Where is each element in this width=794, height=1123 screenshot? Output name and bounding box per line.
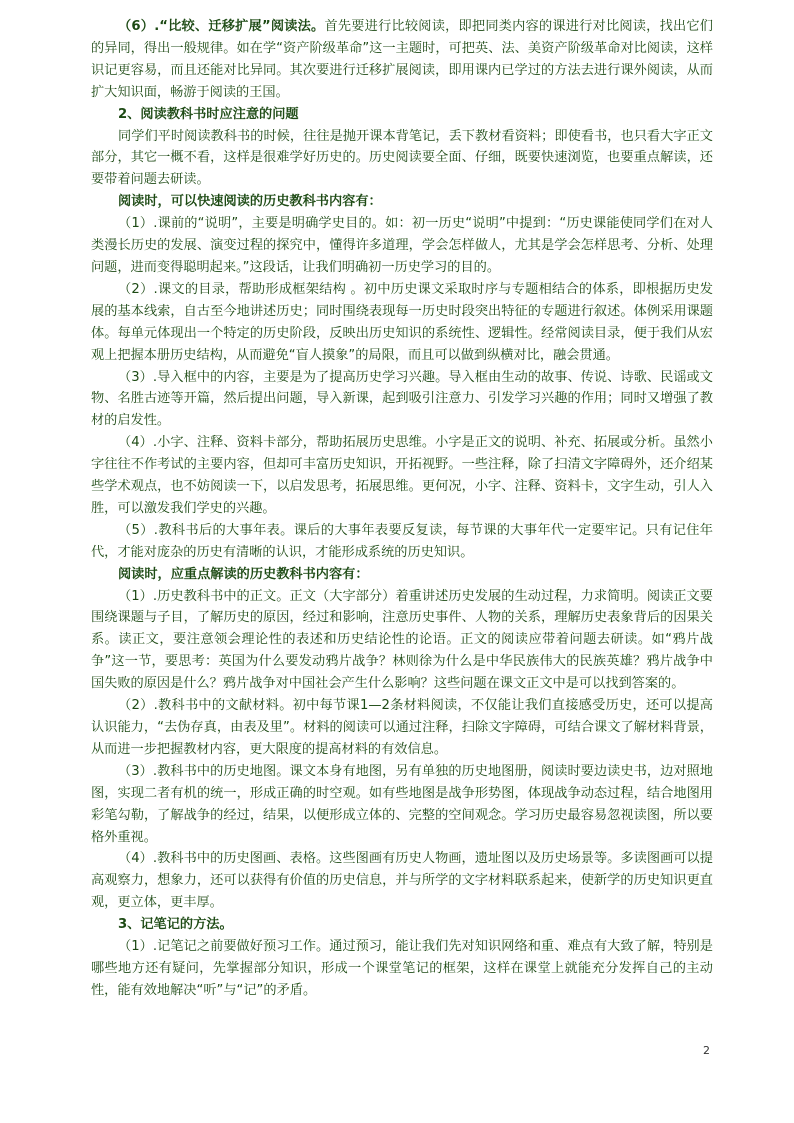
paragraph-intro: 同学们平时阅读教科书的时候，往往是抛开课本背笔记，丢下教材看资料；即使看书，也只看大字正文部分，其它一概不看，这样是很难学好历史的。历史阅读要全面、仔细，既要快速浏览，也要重点解读，还要带着问题去研读。 bbox=[91, 128, 713, 188]
paragraph-quick-5: （5）.教科书后的大事年表。课后的大事年表要反复读，每节课的大事年代一定要牢记。只有记住年代，才能对庞杂的历史有清晰的认识，才能形成系统的历史知识。 bbox=[91, 522, 713, 560]
paragraph-focus-4: （4）.教科书中的历史图画、表格。这些图画有历史人物画，遗址图以及历史场景等。多读图画可以提高观察力，想象力，还可以获得有价值的历史信息，并与所学的文字材料联系起来，使新学的历史知识更直观，更立体，更丰厚。 bbox=[91, 851, 713, 911]
paragraph-focus-1: （1）.历史教科书中的正文。正文（大字部分）着重讲述历史发展的生动过程，力求简明。阅读正文要围绕课题与子目，了解历史的原因，经过和影响，注意历史事件、人物的关系，理解历史表象背后的因果关系。读正文，要注意领会理论性的表述和历史结论性的论语。正文的阅读应带着问题去研读。如“鸦片战争”这一节，要思考：英国为什么要发动鸦片战争？林则徐为什么是中华民族伟大的民族英雄？鸦片战争中国失败的原因是什么？鸦片战争对中国社会产生什么影响？这些问题在课文正文中是可以找到答案的。 bbox=[91, 588, 713, 692]
section-heading-note-taking: 3、记笔记的方法。 bbox=[118, 917, 233, 933]
subheading-quick-reading: 阅读时，可以快速阅读的历史教科书内容有： bbox=[118, 194, 382, 210]
paragraph-quick-1: （1）.课前的“说明”，主要是明确学史目的。如：初一历史“说明”中提到：“历史课能使同学们在对人类漫长历史的发展、演变过程的探究中，懂得许多道理，学会怎样做人，尤其是学会怎样思考、分析、处理问题，进而变得聪明起来。”这段话，让我们明确初一历史学习的目的。 bbox=[91, 216, 713, 275]
page-number: 2 bbox=[703, 1044, 710, 1057]
paragraph-lead: （6）.“比较、迁移扩展”阅读法。 bbox=[118, 19, 325, 34]
subheading-focused-reading: 阅读时，应重点解读的历史教科书内容有： bbox=[118, 566, 369, 582]
paragraph-quick-2: （2）.课文的目录，帮助形成框架结构 。初中历史课文采取时序与专题相结合的体系，即根据历史发展的基本线索，自古至今地讲述历史；同时围绕表现每一历史时段突出特征的专题进行叙述。体例采用课题体。每单元体现出一个特定的历史阶段，反映出历史知识的系统性、逻辑性。经常阅读目录，便于我们从宏观上把握本册历史结构，从而避免“盲人摸象”的局限，而且可以做到纵横对比，融会贯通。 bbox=[91, 281, 713, 363]
paragraph-comparison-method bbox=[91, 16, 713, 104]
paragraph-focus-3: （3）.教科书中的历史地图。课文本身有地图，另有单独的历史地图册，阅读时要边读史书，边对照地图，实现二者有机的统一，形成正确的时空观。如有些地图是战争形势图，体现战争动态过程，结合地图用彩笔勾勒，了解战争的经过，结果，以便形成立体的、完整的空间观念。学习历史最容易忽视读图，所以要格外重视。 bbox=[91, 763, 713, 845]
paragraph-quick-4: （4）.小字、注释、资料卡部分，帮助拓展历史思维。小字是正文的说明、补充、拓展或分析。虽然小字往往不作考试的主要内容，但却可丰富历史知识，开拓视野。一些注释，除了扫清文字障碍外，还介绍某些学术观点，也不妨阅读一下，以启发思考，拓展思维。更何况，小字、注释、资料卡，文字生动，引人入胜，可以激发我们学史的兴趣。 bbox=[91, 435, 713, 516]
paragraph-focus-2: （2）.教科书中的文献材料。初中每节课1—2条材料阅读，不仅能让我们直接感受历史，还可以提高认识能力，“去伪存真，由表及里”。材料的阅读可以通过注释，扫除文字障碍，可结合课文了解材料背景，从而进一步把握教材内容，更大限度的提高材料的有效信息。 bbox=[91, 698, 713, 757]
paragraph-notes-1: （1）.记笔记之前要做好预习工作。通过预习，能让我们先对知识网络和重、难点有大致了解，特别是哪些地方还有疑问，先掌握部分知识，形成一个课堂笔记的框架，这样在课堂上就能充分发挥自己的主动性，能有效地解决“听”与“记”的矛盾。 bbox=[91, 939, 713, 998]
section-heading-reading-issues: 2、阅读教科书时应注意的问题 bbox=[118, 106, 299, 122]
paragraph-text: 首先要进行比较阅读，即把同类内容的课进行对比阅读，找出它们的异同，得出一般规律。如在学“资产阶级革命”这一主题时，可把英、法、美资产阶级革命对比阅读，这样识记更容易，而且还能对比异同。其次要进行迁移扩展阅读，即用课内已学过的方法去进行课外阅读，从而扩大知识面，畅游于阅读的王国。 bbox=[91, 19, 713, 100]
page-body bbox=[91, 16, 713, 1002]
paragraph-quick-3: （3）.导入框中的内容，主要是为了提高历史学习兴趣。导入框由生动的故事、传说、诗歌、民谣或文物、名胜古迹等开篇，然后提出问题，导入新课，起到吸引注意力、引发学习兴趣的作用；同时又增强了教材的启发性。 bbox=[91, 369, 713, 429]
